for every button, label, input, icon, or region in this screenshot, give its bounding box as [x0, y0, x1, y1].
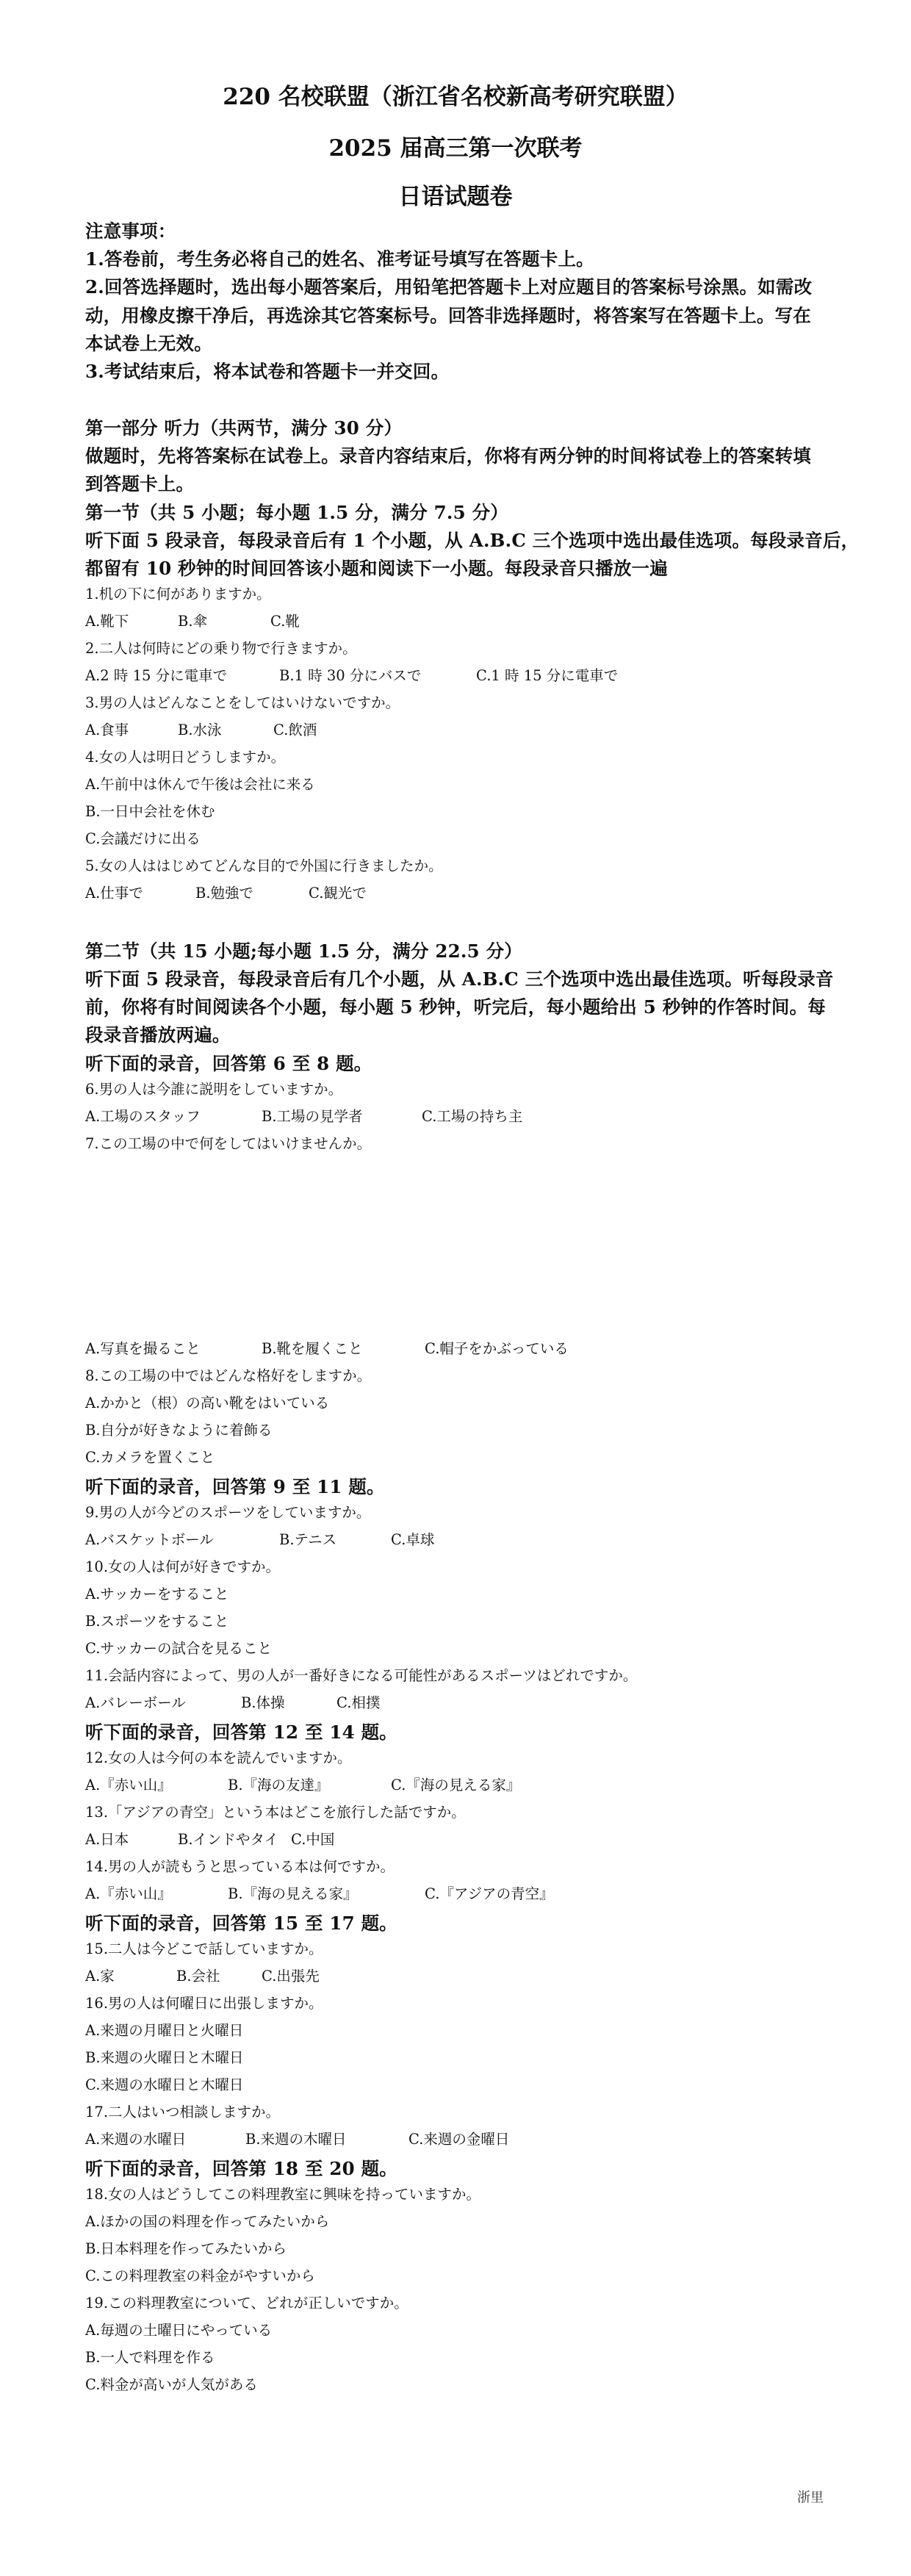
option-8c[interactable]: C.カメラを置くこと	[85, 1449, 215, 1466]
group-12-14: 听下面的录音，回答第 12 至 14 题。	[85, 1721, 398, 1743]
option-16b[interactable]: B.来週の火曜日と木曜日	[85, 2049, 244, 2066]
notice-item-2: 2.回答选择题时，选出每小题答案后，用铅笔把答题卡上对应题目的答案标号涂黑。如需改	[85, 276, 813, 298]
question-2: 2.二人は何時にどの乗り物で行きますか。	[85, 640, 357, 657]
options-14	[85, 1882, 554, 1903]
notice-item-2-end: 本试卷上无效。	[85, 333, 212, 354]
option-2b[interactable]: B.1 時 30 分にバスで	[279, 667, 422, 684]
option-16a[interactable]: A.来週の月曜日と火曜日	[85, 2022, 244, 2039]
option-14a[interactable]: A.『赤い山』	[85, 1885, 172, 1902]
option-5b[interactable]: B.勉強で	[195, 885, 254, 902]
section1-intro-2: 都留有 10 秒钟的时间回答该小题和阅读下一小题。每段录音只播放一遍	[85, 558, 668, 579]
question-9: 9.男の人が今どのスポーツをしていますか。	[85, 1504, 371, 1521]
option-17c[interactable]: C.来週の金曜日	[408, 2131, 510, 2148]
option-8a[interactable]: A.かかと（根）の高い靴をはいている	[85, 1395, 330, 1411]
option-5a[interactable]: A.仕事で	[85, 885, 143, 902]
part1-title: 第一部分 听力（共两节，满分 30 分）	[85, 417, 403, 439]
options-6	[85, 1105, 522, 1126]
option-7c[interactable]: C.帽子をかぶっている	[425, 1340, 569, 1357]
option-19c[interactable]: C.料金が高いが人気がある	[85, 2376, 258, 2393]
question-17: 17.二人はいつ相談しますか。	[85, 2104, 281, 2120]
option-10a[interactable]: A.サッカーをすること	[85, 1586, 229, 1602]
question-7: 7.この工場の中で何をしてはいけませんか。	[85, 1135, 372, 1152]
option-18a[interactable]: A.ほかの国の料理を作ってみたいから	[85, 2213, 330, 2230]
option-4c[interactable]: C.会議だけに出る	[85, 830, 201, 847]
option-19b[interactable]: B.一人で料理を作る	[85, 2349, 215, 2366]
option-13a[interactable]: A.日本	[85, 1831, 129, 1848]
notice-item-3: 3.考试结束后，将本试卷和答题卡一并交回。	[85, 361, 450, 382]
question-11: 11.会話内容によって、男の人が一番好きになる可能性があるスポーツはどれですか。	[85, 1667, 638, 1684]
notice-item-1: 1.答卷前，考生务必将自己的姓名、准考证号填写在答题卡上。	[85, 248, 594, 270]
options-12	[85, 1774, 520, 1794]
option-11b[interactable]: B.体操	[241, 1694, 285, 1711]
option-14c[interactable]: C.『アジアの青空』	[425, 1885, 554, 1902]
question-6: 6.男の人は今誰に説明をしていますか。	[85, 1081, 343, 1098]
option-11a[interactable]: A.バレーボール	[85, 1694, 186, 1711]
option-16c[interactable]: C.来週の水曜日と木曜日	[85, 2076, 244, 2093]
options-2	[85, 664, 618, 685]
question-19: 19.この料理教室について、どれが正しいですか。	[85, 2295, 408, 2311]
option-6a[interactable]: A.工場のスタッフ	[85, 1108, 201, 1125]
option-18c[interactable]: C.この料理教室の料金がやすいから	[85, 2267, 315, 2284]
option-3c[interactable]: C.飲酒	[273, 722, 317, 738]
option-10c[interactable]: C.サッカーの試合を見ること	[85, 1640, 273, 1657]
exam-title-alliance: 220 名校联盟（浙江省名校新高考研究联盟）	[223, 84, 688, 110]
notice-item-2-cont: 动，用橡皮擦干净后，再选涂其它答案标号。回答非选择题时，将答案写在答题卡上。写在	[85, 305, 811, 326]
option-4a[interactable]: A.午前中は休んで午後は会社に来る	[85, 776, 315, 793]
option-1b[interactable]: B.傘	[178, 613, 208, 630]
notice-title: 注意事项：	[85, 220, 176, 242]
option-9c[interactable]: C.卓球	[391, 1531, 435, 1548]
group-15-17: 听下面的录音，回答第 15 至 17 题。	[85, 1913, 398, 1934]
question-10: 10.女の人は何が好きですか。	[85, 1558, 281, 1575]
part1-intro-2: 到答题卡上。	[85, 473, 195, 494]
question-13: 13.「アジアの青空」という本はどこを旅行した話ですか。	[85, 1804, 466, 1821]
option-11c[interactable]: C.相撲	[336, 1694, 381, 1711]
section1-intro-1: 听下面 5 段录音，每段录音后有 1 个小题，从 A.B.C 三个选项中选出最佳选项。每段录音后，	[85, 530, 860, 551]
option-12c[interactable]: C.『海の見える家』	[391, 1777, 521, 1794]
option-8b[interactable]: B.自分が好きなように着飾る	[85, 1422, 273, 1439]
question-1: 1.机の下に何がありますか。	[85, 586, 271, 602]
section2-title: 第二节（共 15 小题;每小题 1.5 分，满分 22.5 分）	[85, 940, 523, 962]
option-1c[interactable]: C.靴	[270, 613, 300, 630]
option-3a[interactable]: A.食事	[85, 722, 129, 738]
options-3	[85, 719, 317, 739]
option-5c[interactable]: C.観光で	[309, 885, 367, 902]
option-15c[interactable]: C.出張先	[262, 1968, 320, 1985]
option-1a[interactable]: A.靴下	[85, 613, 129, 630]
section1-title: 第一节（共 5 小题；每小题 1.5 分，满分 7.5 分）	[85, 502, 508, 523]
option-15b[interactable]: B.会社	[176, 1968, 220, 1985]
option-7a[interactable]: A.写真を撮ること	[85, 1340, 201, 1357]
question-12: 12.女の人は今何の本を読んでいますか。	[85, 1749, 352, 1766]
option-9b[interactable]: B.テニス	[279, 1531, 337, 1548]
option-9a[interactable]: A.バスケットボール	[85, 1531, 214, 1548]
options-7	[85, 1337, 569, 1358]
option-2c[interactable]: C.1 時 15 分に電車で	[476, 667, 619, 684]
exam-title-subject: 日语试题卷	[398, 184, 513, 210]
option-13c[interactable]: C.中国	[291, 1831, 335, 1848]
question-14: 14.男の人が読もうと思っている本は何ですか。	[85, 1858, 395, 1875]
question-16: 16.男の人は何曜日に出張しますか。	[85, 1995, 323, 2012]
option-7b[interactable]: B.靴を履くこと	[262, 1340, 363, 1357]
options-13	[85, 1828, 334, 1849]
options-11	[85, 1691, 380, 1712]
options-9	[85, 1528, 434, 1549]
option-12b[interactable]: B.『海の友達』	[228, 1777, 329, 1794]
group-6-8: 听下面的录音，回答第 6 至 8 题。	[85, 1053, 372, 1074]
option-13b[interactable]: B.インドやタイ	[178, 1831, 279, 1848]
option-4b[interactable]: B.一日中会社を休む	[85, 803, 215, 820]
question-3: 3.男の人はどんなことをしてはいけないですか。	[85, 694, 400, 711]
section2-intro-2: 前，你将有时间阅读各个小题，每小题 5 秒钟，听完后，每小题给出 5 秒钟的作答时间。每	[85, 996, 827, 1018]
option-17a[interactable]: A.来週の水曜日	[85, 2131, 187, 2148]
question-18: 18.女の人はどうしてこの料理教室に興味を持っていますか。	[85, 2186, 481, 2203]
option-10b[interactable]: B.スポーツをすること	[85, 1613, 229, 1630]
page-footer-mark: 浙里	[797, 2490, 824, 2505]
options-5	[85, 882, 367, 902]
option-12a[interactable]: A.『赤い山』	[85, 1777, 172, 1794]
group-9-11: 听下面的录音，回答第 9 至 11 题。	[85, 1476, 385, 1497]
option-3b[interactable]: B.水泳	[178, 722, 222, 738]
section2-intro-1: 听下面 5 段录音，每段录音后有几个小题，从 A.B.C 三个选项中选出最佳选项。听每段录音	[85, 968, 834, 990]
option-6c[interactable]: C.工場の持ち主	[422, 1108, 523, 1125]
options-17	[85, 2128, 509, 2148]
question-8: 8.この工場の中ではどんな格好をしますか。	[85, 1367, 372, 1384]
option-6b[interactable]: B.工場の見学者	[262, 1108, 363, 1125]
question-4: 4.女の人は明日どうしますか。	[85, 749, 286, 766]
question-5: 5.女の人ははじめてどんな目的で外国に行きましたか。	[85, 857, 443, 874]
options-1	[85, 610, 300, 630]
option-14b[interactable]: B.『海の見える家』	[228, 1885, 358, 1902]
question-15: 15.二人は今どこで話していますか。	[85, 1940, 323, 1957]
option-18b[interactable]: B.日本料理を作ってみたいから	[85, 2240, 287, 2257]
exam-title-session: 2025 届高三第一次联考	[328, 135, 583, 162]
option-17b[interactable]: B.来週の木曜日	[245, 2131, 347, 2148]
group-18-20: 听下面的录音，回答第 18 至 20 题。	[85, 2158, 398, 2179]
section2-intro-3: 段录音播放两遍。	[85, 1024, 231, 1046]
option-15a[interactable]: A.家	[85, 1968, 115, 1985]
option-19a[interactable]: A.毎週の土曜日にやっている	[85, 2322, 273, 2339]
options-15	[85, 1965, 320, 1985]
option-2a[interactable]: A.2 時 15 分に電車で	[85, 667, 228, 684]
part1-intro-1: 做题时，先将答案标在试卷上。录音内容结束后，你将有两分钟的时间将试卷上的答案转填	[85, 445, 811, 467]
